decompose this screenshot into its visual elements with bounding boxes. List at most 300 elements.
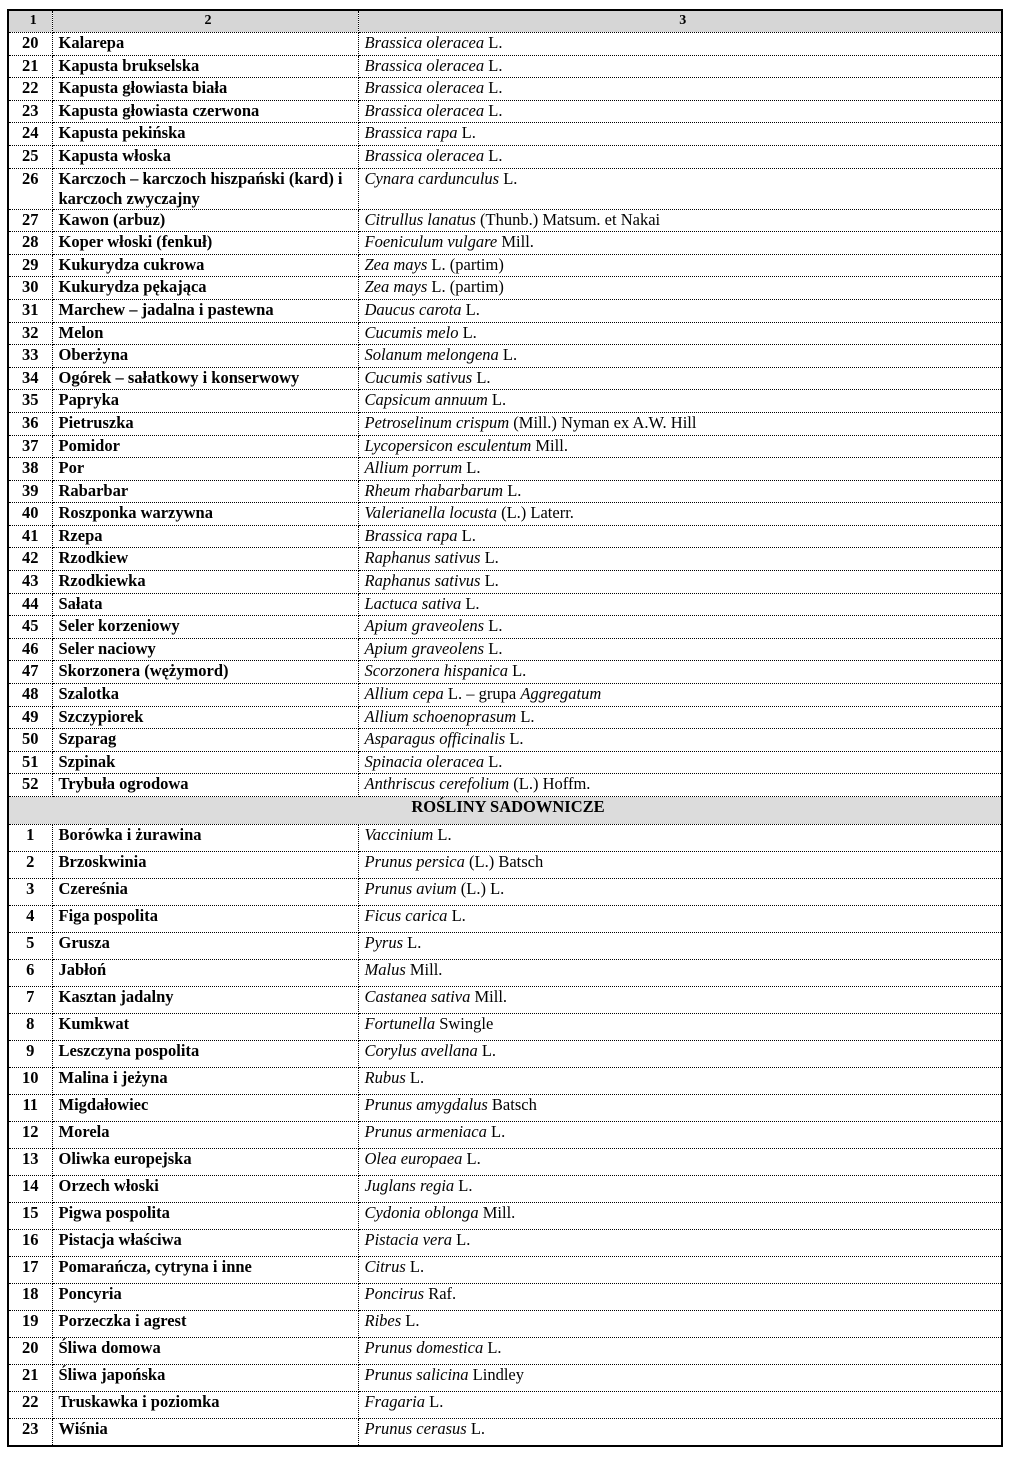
latin-name-cell bbox=[358, 209, 1002, 232]
latin-name-cell bbox=[358, 78, 1002, 101]
row-number: 49 bbox=[8, 706, 52, 729]
latin-name-cell bbox=[358, 933, 1002, 960]
plant-name: Morela bbox=[52, 1122, 358, 1149]
table-row bbox=[8, 825, 1002, 852]
table-row bbox=[8, 299, 1002, 322]
plant-name: Borówka i żurawina bbox=[52, 825, 358, 852]
table-row bbox=[8, 1203, 1002, 1230]
author-name: L. bbox=[484, 145, 503, 165]
table-row bbox=[8, 1230, 1002, 1257]
plant-name: Brzoskwinia bbox=[52, 852, 358, 879]
plant-name: Seler korzeniowy bbox=[52, 616, 358, 639]
latin-name: Corylus avellana bbox=[364, 1041, 478, 1060]
plant-name: Jabłoń bbox=[52, 960, 358, 987]
row-number: 20 bbox=[8, 33, 52, 56]
latin-name: Brassica oleracea bbox=[364, 55, 485, 75]
latin-name: Brassica oleracea bbox=[364, 100, 485, 120]
latin-name-cell bbox=[358, 706, 1002, 729]
row-number: 33 bbox=[8, 345, 52, 368]
latin-name-cell bbox=[358, 571, 1002, 594]
row-number: 2 bbox=[8, 852, 52, 879]
plant-name: Kumkwat bbox=[52, 1014, 358, 1041]
row-number: 24 bbox=[8, 123, 52, 146]
author-name: L. bbox=[433, 825, 452, 844]
latin-name-cell bbox=[358, 616, 1002, 639]
row-number: 52 bbox=[8, 774, 52, 797]
author-name: Mill. bbox=[405, 960, 443, 979]
plant-name: Por bbox=[52, 458, 358, 481]
author-name: L. bbox=[425, 1392, 444, 1411]
row-number: 41 bbox=[8, 525, 52, 548]
author-name: L. bbox=[458, 322, 477, 342]
plant-name: Rabarbar bbox=[52, 480, 358, 503]
plant-name: Czereśnia bbox=[52, 879, 358, 906]
table-row bbox=[8, 548, 1002, 571]
header-col-3: 3 bbox=[358, 10, 1002, 33]
table-row bbox=[8, 571, 1002, 594]
latin-name: Raphanus sativus bbox=[364, 548, 481, 568]
latin-name: Petroselinum crispum bbox=[364, 412, 510, 432]
table-row bbox=[8, 684, 1002, 707]
latin-name: Brassica rapa bbox=[364, 525, 458, 545]
plant-name: Szpinak bbox=[52, 751, 358, 774]
table-row bbox=[8, 1284, 1002, 1311]
author-name: L. bbox=[462, 458, 481, 478]
table-row bbox=[8, 661, 1002, 684]
row-number: 8 bbox=[8, 1014, 52, 1041]
table-row bbox=[8, 1095, 1002, 1122]
latin-name: Lactuca sativa bbox=[364, 593, 462, 613]
table-row bbox=[8, 209, 1002, 232]
latin-name: Rheum rhabarbarum bbox=[364, 480, 504, 500]
row-number: 9 bbox=[8, 1041, 52, 1068]
author-name: Batsch bbox=[487, 1095, 537, 1114]
author-name: L. (partim) bbox=[427, 277, 504, 297]
table-row bbox=[8, 1311, 1002, 1338]
author-name: L. bbox=[405, 1068, 425, 1087]
latin-name: Asparagus officinalis bbox=[364, 729, 506, 749]
author-name: L. bbox=[457, 123, 476, 143]
row-number: 30 bbox=[8, 277, 52, 300]
author-name: L. bbox=[484, 78, 503, 98]
table-row bbox=[8, 458, 1002, 481]
author-name: L. bbox=[472, 367, 491, 387]
row-number: 48 bbox=[8, 684, 52, 707]
latin-name-cell bbox=[358, 774, 1002, 797]
header-row bbox=[8, 10, 1002, 33]
row-number: 13 bbox=[8, 1149, 52, 1176]
latin-name-cell bbox=[358, 412, 1002, 435]
plant-name: Orzech włoski bbox=[52, 1176, 358, 1203]
row-number: 22 bbox=[8, 1392, 52, 1419]
author-name: L. bbox=[452, 1230, 471, 1249]
table-row bbox=[8, 638, 1002, 661]
latin-name-cell bbox=[358, 825, 1002, 852]
table-row bbox=[8, 852, 1002, 879]
latin-name: Vaccinium bbox=[364, 825, 434, 844]
latin-name-cell bbox=[358, 33, 1002, 56]
latin-name-cell bbox=[358, 879, 1002, 906]
latin-name: Daucus carota bbox=[364, 299, 462, 319]
row-number: 29 bbox=[8, 254, 52, 277]
latin-name-cell bbox=[358, 1284, 1002, 1311]
plant-name: Migdałowiec bbox=[52, 1095, 358, 1122]
row-number: 15 bbox=[8, 1203, 52, 1230]
latin-name: Prunus cerasus bbox=[364, 1419, 467, 1438]
author-name: (L.) Hoffm. bbox=[509, 774, 591, 794]
plant-name: Koper włoski (fenkuł) bbox=[52, 232, 358, 255]
latin-name-cell bbox=[358, 1203, 1002, 1230]
plant-name: Ogórek – sałatkowy i konserwowy bbox=[52, 367, 358, 390]
author-name: (L.) Laterr. bbox=[496, 503, 574, 523]
latin-name: Apium graveolens bbox=[364, 616, 485, 636]
latin-name-cell bbox=[358, 503, 1002, 526]
latin-name-cell bbox=[358, 480, 1002, 503]
plant-name: Kapusta głowiasta czerwona bbox=[52, 100, 358, 123]
author-name: L. bbox=[401, 1311, 420, 1330]
latin-name: Spinacia oleracea bbox=[364, 751, 485, 771]
latin-name: Brassica oleracea bbox=[364, 145, 485, 165]
latin-name: Allium schoenoprasum bbox=[364, 706, 517, 726]
latin-name-cell bbox=[358, 458, 1002, 481]
plant-name: Sałata bbox=[52, 593, 358, 616]
row-number: 32 bbox=[8, 322, 52, 345]
plant-name: Pomarańcza, cytryna i inne bbox=[52, 1257, 358, 1284]
row-number: 34 bbox=[8, 367, 52, 390]
author-name: L. bbox=[462, 1149, 481, 1168]
latin-name-cell bbox=[358, 1095, 1002, 1122]
row-number: 10 bbox=[8, 1068, 52, 1095]
author-name: L. bbox=[505, 729, 524, 749]
table-row bbox=[8, 1122, 1002, 1149]
table-row bbox=[8, 412, 1002, 435]
table-row bbox=[8, 1365, 1002, 1392]
table-row bbox=[8, 123, 1002, 146]
author-name: L. bbox=[507, 661, 527, 681]
plant-name: Pigwa pospolita bbox=[52, 1203, 358, 1230]
latin-name: Prunus domestica bbox=[364, 1338, 484, 1357]
plant-name: Malina i jeżyna bbox=[52, 1068, 358, 1095]
row-number: 17 bbox=[8, 1257, 52, 1284]
row-number: 1 bbox=[8, 825, 52, 852]
table-row bbox=[8, 1257, 1002, 1284]
plant-name: Śliwa japońska bbox=[52, 1365, 358, 1392]
plant-name: Leszczyna pospolita bbox=[52, 1041, 358, 1068]
author-name: L. bbox=[503, 480, 522, 500]
author-name: Raf. bbox=[424, 1284, 457, 1303]
table-row bbox=[8, 168, 1002, 209]
row-number: 20 bbox=[8, 1338, 52, 1365]
plant-name: Karczoch – karczoch hiszpański (kard) i karczoch zwyczajny bbox=[52, 168, 358, 209]
table-row bbox=[8, 879, 1002, 906]
row-number: 11 bbox=[8, 1095, 52, 1122]
table-row bbox=[8, 232, 1002, 255]
table-row bbox=[8, 145, 1002, 168]
author-name: L. bbox=[461, 593, 480, 613]
latin-name: Valerianella locusta bbox=[364, 503, 497, 523]
plant-name: Rzepa bbox=[52, 525, 358, 548]
table-row bbox=[8, 55, 1002, 78]
row-number: 16 bbox=[8, 1230, 52, 1257]
row-number: 12 bbox=[8, 1122, 52, 1149]
plant-name: Wiśnia bbox=[52, 1419, 358, 1447]
author-name: Lindley bbox=[468, 1365, 524, 1384]
table-row bbox=[8, 1068, 1002, 1095]
plant-name: Melon bbox=[52, 322, 358, 345]
latin-name-cell bbox=[358, 852, 1002, 879]
latin-name: Citrus bbox=[364, 1257, 406, 1276]
author-name: L. bbox=[461, 299, 480, 319]
latin-name-cell bbox=[358, 1176, 1002, 1203]
latin-name-cell bbox=[358, 1149, 1002, 1176]
latin-name: Foeniculum vulgare bbox=[364, 232, 498, 252]
row-number: 22 bbox=[8, 78, 52, 101]
author-name: L. bbox=[457, 525, 476, 545]
plant-name: Kalarepa bbox=[52, 33, 358, 56]
latin-name-cell bbox=[358, 435, 1002, 458]
row-number: 39 bbox=[8, 480, 52, 503]
plant-name: Kawon (arbuz) bbox=[52, 209, 358, 232]
latin-name-cell bbox=[358, 1122, 1002, 1149]
author-name: Mill. bbox=[470, 987, 508, 1006]
latin-name: Juglans regia bbox=[364, 1176, 455, 1195]
row-number: 26 bbox=[8, 168, 52, 209]
table-row bbox=[8, 322, 1002, 345]
plant-name: Szalotka bbox=[52, 684, 358, 707]
latin-name: Fragaria bbox=[364, 1392, 426, 1411]
row-number: 5 bbox=[8, 933, 52, 960]
latin-name: Cydonia oblonga bbox=[364, 1203, 479, 1222]
latin-name-cell bbox=[358, 751, 1002, 774]
row-number: 36 bbox=[8, 412, 52, 435]
row-number: 38 bbox=[8, 458, 52, 481]
plant-name: Szparag bbox=[52, 729, 358, 752]
latin-name-cell bbox=[358, 1014, 1002, 1041]
author-name: L. bbox=[480, 571, 499, 591]
latin-name: Prunus amygdalus bbox=[364, 1095, 488, 1114]
author-name: L. bbox=[484, 100, 503, 120]
latin-name: Prunus armeniaca bbox=[364, 1122, 487, 1141]
author-name: L. bbox=[484, 616, 503, 636]
table-row bbox=[8, 367, 1002, 390]
plant-name: Rzodkiewka bbox=[52, 571, 358, 594]
plant-name: Porzeczka i agrest bbox=[52, 1311, 358, 1338]
latin-name: Anthriscus cerefolium bbox=[364, 774, 510, 794]
row-number: 7 bbox=[8, 987, 52, 1014]
plant-name: Grusza bbox=[52, 933, 358, 960]
latin-name: Prunus persica bbox=[364, 852, 465, 871]
plant-name: Pietruszka bbox=[52, 412, 358, 435]
table-row bbox=[8, 987, 1002, 1014]
row-number: 45 bbox=[8, 616, 52, 639]
latin-name-cell bbox=[358, 55, 1002, 78]
latin-name: Lycopersicon esculentum bbox=[364, 435, 532, 455]
plant-name: Pomidor bbox=[52, 435, 358, 458]
table-row bbox=[8, 1149, 1002, 1176]
row-number: 23 bbox=[8, 1419, 52, 1447]
latin-name: Brassica oleracea bbox=[364, 78, 485, 98]
plant-name: Kukurydza pękająca bbox=[52, 277, 358, 300]
plant-name: Kukurydza cukrowa bbox=[52, 254, 358, 277]
table-body bbox=[8, 10, 1002, 1446]
table-row bbox=[8, 277, 1002, 300]
latin-name-cell bbox=[358, 684, 1002, 707]
author-name: L. bbox=[480, 548, 499, 568]
table-row bbox=[8, 78, 1002, 101]
author-name: (L.) L. bbox=[456, 879, 505, 898]
latin-name: Pistacia vera bbox=[364, 1230, 453, 1249]
latin-name-cell bbox=[358, 661, 1002, 684]
row-number: 35 bbox=[8, 390, 52, 413]
author-name: L. bbox=[487, 390, 507, 410]
author-name: L. bbox=[484, 751, 503, 771]
latin-name-cell bbox=[358, 525, 1002, 548]
row-number: 6 bbox=[8, 960, 52, 987]
plant-name: Kapusta włoska bbox=[52, 145, 358, 168]
author-name: L. bbox=[447, 906, 466, 925]
latin-name: Cucumis melo bbox=[364, 322, 459, 342]
latin-name-cell bbox=[358, 548, 1002, 571]
latin-name: Allium porrum bbox=[364, 458, 463, 478]
plant-name: Papryka bbox=[52, 390, 358, 413]
latin-name: Solanum melongena bbox=[364, 345, 499, 365]
latin-name-cell bbox=[358, 168, 1002, 209]
table-row bbox=[8, 1392, 1002, 1419]
row-number: 3 bbox=[8, 879, 52, 906]
latin-name-cell bbox=[358, 145, 1002, 168]
latin-name-cell bbox=[358, 593, 1002, 616]
plant-name: Śliwa domowa bbox=[52, 1338, 358, 1365]
row-number: 14 bbox=[8, 1176, 52, 1203]
section-title: ROŚLINY SADOWNICZE bbox=[8, 797, 1002, 825]
plant-name: Figa pospolita bbox=[52, 906, 358, 933]
latin-name: Ficus carica bbox=[364, 906, 448, 925]
latin-name-cell bbox=[358, 232, 1002, 255]
plant-name: Skorzonera (wężymord) bbox=[52, 661, 358, 684]
row-number: 21 bbox=[8, 55, 52, 78]
author-name: L. bbox=[477, 1041, 497, 1060]
plant-name: Szczypiorek bbox=[52, 706, 358, 729]
author-name: L. bbox=[486, 1122, 506, 1141]
plant-name: Kasztan jadalny bbox=[52, 987, 358, 1014]
plant-name: Kapusta głowiasta biała bbox=[52, 78, 358, 101]
plant-name: Oberżyna bbox=[52, 345, 358, 368]
author-name: Mill. bbox=[497, 232, 534, 252]
author-name: L. bbox=[466, 1419, 486, 1438]
plant-name: Roszponka warzywna bbox=[52, 503, 358, 526]
table-row bbox=[8, 906, 1002, 933]
plant-name: Rzodkiew bbox=[52, 548, 358, 571]
latin-name-cell bbox=[358, 1257, 1002, 1284]
plant-name: Trybuła ogrodowa bbox=[52, 774, 358, 797]
latin-name: Zea mays bbox=[364, 277, 428, 297]
plant-name: Pistacja właściwa bbox=[52, 1230, 358, 1257]
table-row bbox=[8, 435, 1002, 458]
latin-name: Allium cepa bbox=[364, 684, 444, 704]
table-row bbox=[8, 1419, 1002, 1447]
row-number: 42 bbox=[8, 548, 52, 571]
latin-name-cell bbox=[358, 100, 1002, 123]
row-number: 19 bbox=[8, 1311, 52, 1338]
latin-name-cell bbox=[358, 638, 1002, 661]
latin-name: Malus bbox=[364, 960, 406, 979]
table-row bbox=[8, 480, 1002, 503]
author-name: Swingle bbox=[435, 1014, 494, 1033]
latin-name: Cynara cardunculus bbox=[364, 168, 500, 188]
latin-name-cell bbox=[358, 1068, 1002, 1095]
latin-name: Capsicum annuum bbox=[364, 390, 488, 410]
latin-name-cell bbox=[358, 322, 1002, 345]
row-number: 21 bbox=[8, 1365, 52, 1392]
latin-name-cell bbox=[358, 123, 1002, 146]
section-row bbox=[8, 797, 1002, 825]
author-name: L. bbox=[403, 933, 422, 952]
latin-group: Aggregatum bbox=[520, 684, 602, 704]
table-row bbox=[8, 933, 1002, 960]
latin-name-cell bbox=[358, 254, 1002, 277]
author-name: L. bbox=[499, 168, 518, 188]
row-number: 28 bbox=[8, 232, 52, 255]
plant-name: Kapusta pekińska bbox=[52, 123, 358, 146]
author-name: Mill. bbox=[531, 435, 568, 455]
table-row bbox=[8, 706, 1002, 729]
table-row bbox=[8, 390, 1002, 413]
table-row bbox=[8, 729, 1002, 752]
latin-name: Pyrus bbox=[364, 933, 403, 952]
author-name: (Thunb.) Matsum. et Nakai bbox=[475, 209, 661, 229]
latin-name: Poncirus bbox=[364, 1284, 425, 1303]
latin-name: Olea europaea bbox=[364, 1149, 463, 1168]
latin-name-cell bbox=[358, 299, 1002, 322]
latin-name-cell bbox=[358, 729, 1002, 752]
latin-name: Raphanus sativus bbox=[364, 571, 481, 591]
row-number: 50 bbox=[8, 729, 52, 752]
author-name: L. (partim) bbox=[427, 254, 504, 274]
table-row bbox=[8, 616, 1002, 639]
table-row bbox=[8, 254, 1002, 277]
author-name: L. bbox=[405, 1257, 425, 1276]
latin-name: Brassica oleracea bbox=[364, 33, 485, 52]
table-row bbox=[8, 1176, 1002, 1203]
latin-name-cell bbox=[358, 1338, 1002, 1365]
latin-name-cell bbox=[358, 960, 1002, 987]
table-row bbox=[8, 503, 1002, 526]
row-number: 37 bbox=[8, 435, 52, 458]
latin-name: Castanea sativa bbox=[364, 987, 471, 1006]
author-name: L. bbox=[498, 345, 518, 365]
author-name: L. bbox=[454, 1176, 473, 1195]
row-number: 43 bbox=[8, 571, 52, 594]
latin-name-cell bbox=[358, 987, 1002, 1014]
latin-name: Scorzonera hispanica bbox=[364, 661, 508, 681]
author-name: L. bbox=[483, 1338, 502, 1357]
latin-name: Zea mays bbox=[364, 254, 428, 274]
latin-name-cell bbox=[358, 390, 1002, 413]
row-number: 47 bbox=[8, 661, 52, 684]
latin-name-cell bbox=[358, 345, 1002, 368]
table-row bbox=[8, 33, 1002, 56]
plant-name: Kapusta brukselska bbox=[52, 55, 358, 78]
table-row bbox=[8, 1338, 1002, 1365]
header-col-2: 2 bbox=[52, 10, 358, 33]
latin-name: Fortunella bbox=[364, 1014, 436, 1033]
plant-name: Poncyria bbox=[52, 1284, 358, 1311]
latin-name: Apium graveolens bbox=[364, 638, 485, 658]
table-row bbox=[8, 774, 1002, 797]
author-name: (Mill.) Nyman ex A.W. Hill bbox=[509, 412, 697, 432]
latin-name-cell bbox=[358, 1230, 1002, 1257]
author-name: L. bbox=[484, 55, 503, 75]
